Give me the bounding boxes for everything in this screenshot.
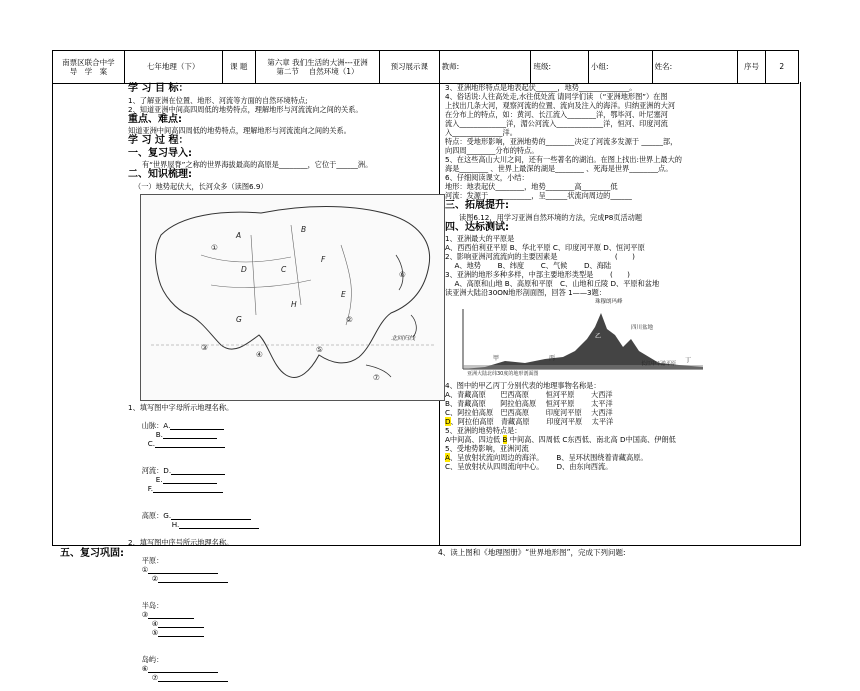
- test-3-options: A、高原和山地 B、高原和平原 C、山地和丘陵 D、平原和盆地: [445, 279, 660, 288]
- test-1-options: A、西西伯利亚平原 B、华北平原 C、印度河平原 D、恒河平原: [445, 243, 645, 252]
- right-line-12: 地形：地表起伏________，地势________高________低: [445, 182, 618, 191]
- blank-f[interactable]: [153, 484, 223, 493]
- right-line-7: 特点：受地形影响，亚洲地势的________决定了河流多发源于 ______部，: [445, 137, 678, 146]
- right-column: [445, 83, 751, 471]
- map-label-d: D: [241, 264, 247, 274]
- review-question: 有“世界屋脊”之称的世界海拔最高的高原是________，它位于______洲。: [142, 160, 373, 169]
- mountains-label: 山脉：A.: [141, 420, 171, 430]
- profile-label-ding: 丁: [685, 357, 692, 364]
- island-label: 岛屿：: [141, 654, 164, 664]
- goal-1: 1、了解亚洲在位置、地形、河流等方面的自然环境特点;: [128, 95, 308, 105]
- test-4-d-letter: D: [445, 417, 451, 426]
- map-label-5: ⑤: [316, 344, 323, 354]
- plateau-label: 高原：G.: [141, 510, 172, 520]
- expand-title: 三、拓展提升:: [445, 200, 509, 211]
- serial-label: 序号: [738, 51, 765, 84]
- right-line-9: 5、在这些高山大川之间，还有一些著名的湖泊。在图上找出:世界上最大的: [445, 155, 682, 164]
- guide-label: 导 学 案: [69, 67, 108, 76]
- class-cell: 班级:: [531, 51, 589, 84]
- name-cell: 姓名:: [652, 51, 738, 84]
- test-6-c: C、呈放射状从四周流向中心。 D、由东向西流。: [445, 462, 613, 471]
- right-line-10: 海是________ 、世界上最深的湖是________ 、死海是世界________点。: [445, 164, 673, 173]
- test-6: 5、受地势影响，亚洲河流: [445, 444, 529, 453]
- test-4-a: A、青藏高原 巴西高原 恒河平原 大西洋: [445, 390, 613, 399]
- right-line-8: 向四周________分布的特点。: [445, 146, 539, 155]
- mountains-row: [128, 412, 436, 457]
- process-title: 学 习 过 程：: [128, 135, 189, 146]
- profile-label-everest: 珠穆朗玛峰: [595, 299, 623, 305]
- plain-label: 平原：: [141, 555, 164, 565]
- question-2: 2、填写图中序号所示地理名称。: [128, 537, 234, 547]
- right-line-6: 入______________洋。: [445, 128, 517, 137]
- right-line-11: 6、仔细阅读课文，小结：: [445, 173, 529, 182]
- key-title: 重点、难点:: [128, 113, 182, 125]
- map-label-c: C: [281, 264, 287, 274]
- review-title: 一、复习导入:: [128, 147, 192, 159]
- map-label-2: ②: [346, 314, 353, 324]
- blank-6[interactable]: [148, 664, 218, 673]
- test-2: 2、影响亚洲河流流向的主要因素是 ( ): [445, 252, 635, 261]
- chapter-cell: [255, 51, 379, 84]
- left-column: [128, 83, 436, 691]
- test-6-a-row: [445, 453, 751, 462]
- profile-label-yangtze: 长江中下游平原: [641, 361, 677, 367]
- map-label-b: B: [301, 224, 307, 234]
- test-4-d-row: [445, 417, 751, 426]
- blank-b[interactable]: [163, 430, 217, 439]
- right-line-1: 3、亚洲地形特点是地表起伏______，地势______________。: [445, 83, 637, 92]
- grade-cell: 七年地理（下）: [124, 51, 222, 84]
- test-5-options: [445, 435, 751, 444]
- blank-7[interactable]: [158, 673, 228, 682]
- test-5-b-letter: B: [502, 435, 508, 444]
- right-line-4: 在分布上的特点，如：黄河、长江流入________洋，鄂毕河、叶尼塞河: [445, 110, 668, 119]
- stage-cell: 预习展示课: [380, 51, 440, 84]
- blank-5[interactable]: [158, 628, 204, 637]
- map-label-7: ⑦: [373, 372, 380, 382]
- test-5: 5、亚洲的地势特点是：: [445, 426, 522, 435]
- blank-d[interactable]: [171, 466, 225, 475]
- blank-4[interactable]: [158, 619, 204, 628]
- test-4-intro: 读亚洲大陆沿30ON地形剖面图，回答 1——3题：: [445, 288, 606, 297]
- teacher-cell: 教师:: [439, 51, 531, 84]
- island-7-label: ⑦: [151, 672, 159, 682]
- asia-map-svg: [141, 195, 444, 400]
- map-label-1: ①: [211, 242, 218, 252]
- plateau-h-label: H.: [171, 519, 180, 529]
- peninsula-4-label: ④: [151, 618, 159, 628]
- rivers-label: 河流：D.: [141, 465, 172, 475]
- header-table: [52, 50, 799, 84]
- blank-a[interactable]: [170, 421, 224, 430]
- peninsula-label: 半岛：: [141, 600, 164, 610]
- section-title: 第二节 自然环境（1）: [276, 67, 359, 76]
- plain-1-label: ①: [141, 564, 149, 574]
- key-text: 知道亚洲中间高四周低的地势特点，理解地形与河流流向之间的关系。: [128, 126, 351, 135]
- rivers-row: [128, 457, 436, 502]
- blank-e[interactable]: [163, 475, 217, 484]
- test-6-a-letter: A: [445, 453, 450, 462]
- map-label-4: ④: [256, 349, 263, 359]
- blank-1[interactable]: [148, 565, 218, 574]
- plain-row: [128, 547, 436, 592]
- map-label-6: ⑥: [399, 269, 406, 279]
- blank-h[interactable]: [179, 520, 259, 529]
- island-row: [128, 646, 436, 691]
- profile-label-yi: 乙: [595, 333, 602, 340]
- test-4-c: C、阿拉伯高原 巴西高原 印度河平原 大西洋: [445, 408, 613, 417]
- test-6-a: 、呈放射状流向周边的海洋。 B、呈环状围绕着青藏高原。: [449, 453, 648, 462]
- chapter-title: 第六章 我们生活的大洲---亚洲: [267, 57, 368, 67]
- map-label-a: A: [236, 230, 242, 240]
- test-5-b: 中间高、四周低 C东西低、南北高 D中国高、伊朗低: [507, 435, 676, 444]
- profile-label-bing: 丙: [549, 355, 556, 362]
- expand-text: 读图6.12，用学习亚洲自然环境的方法，完成P8页活动题: [459, 212, 643, 222]
- test-4-d: 、阿拉伯高原 青藏高原 印度河平原 太平洋: [450, 417, 614, 426]
- goal-2: 2、知道亚洲中间高四周低的地势特点，理解地形与河流流向之间的关系。: [128, 104, 363, 114]
- terrain-profile: [445, 299, 707, 379]
- blank-2[interactable]: [158, 574, 228, 583]
- knowledge-title: 二、知识梳理:: [128, 169, 192, 180]
- map-label-h: H: [291, 299, 297, 309]
- test-4-b: B、青藏高原 阿拉伯高原 恒河平原 太平洋: [445, 399, 613, 408]
- asia-outline-map: [140, 194, 445, 401]
- school-name: 南票区联合中学: [62, 57, 115, 67]
- mountain-c-label: C.: [147, 438, 156, 448]
- profile-label-sichuan: 四川盆地: [631, 325, 654, 331]
- test-title: 四、达标测试:: [445, 221, 509, 233]
- topic-label: 课 题: [222, 51, 255, 84]
- river-f-label: F.: [147, 483, 153, 493]
- right-line-5: 流入_____________洋，湄公河流入_____________洋，恒河、印度河流: [445, 119, 668, 128]
- test-5-a: A中间高、四边低: [445, 435, 501, 444]
- mountain-b-label: B.: [155, 429, 163, 439]
- profile-label-jia: 甲: [493, 355, 500, 362]
- test-4: 4、图中的甲乙丙丁分别代表的地理事物名称是：: [445, 381, 601, 390]
- peninsula-row: [128, 592, 436, 646]
- question-1: 1、填写图中字母所示地理名称。: [128, 402, 234, 412]
- blank-g[interactable]: [171, 511, 251, 520]
- river-e-label: E.: [155, 474, 163, 484]
- map-label-e: E: [341, 289, 346, 299]
- test-3: 3、亚洲的地形多种多样，中部主要地形类型是 ( ): [445, 270, 630, 279]
- goals-title: 学 习 目 标：: [128, 83, 189, 94]
- test-1: 1、亚洲最大的平原是: [445, 234, 515, 243]
- right-line-3: 上找出几条大河，观察河流的位置、流向及注入的海洋。归纳亚洲的大河: [445, 101, 676, 110]
- profile-caption: 亚洲大陆北纬30度的地形剖面图: [467, 371, 539, 377]
- right-line-2: 4、俗话说:人往高处走,水往低处流 请同学们读 （“亚洲地形图”）在图: [445, 92, 668, 101]
- peninsula-5-label: ⑤: [151, 627, 159, 637]
- review-consolidate-title: 五、复习巩固:: [60, 548, 124, 559]
- map-label-tropic: 北回归线: [391, 334, 416, 342]
- subsection-1: （一）地势起伏大，长河众多（读图6.9）: [134, 181, 268, 191]
- serial-number: 2: [765, 51, 798, 84]
- right-line-13: 河流：发源于____________，呈______状流向周边的______: [445, 191, 632, 200]
- map-label-f: F: [321, 254, 326, 264]
- footer-question: 4、读上图和《地理图册》“世界地形图”，完成下列问题:: [438, 548, 626, 557]
- group-cell: 小组:: [588, 51, 652, 84]
- map-label-g: G: [236, 314, 242, 324]
- map-label-3: ③: [201, 342, 208, 352]
- blank-3[interactable]: [148, 610, 194, 619]
- plateau-row: [128, 502, 436, 538]
- peninsula-3-label: ③: [141, 609, 149, 619]
- school-cell: [53, 51, 125, 84]
- blank-c[interactable]: [155, 439, 225, 448]
- test-2-options: A、地势 B、纬度 C、气候 D、海陆: [445, 261, 612, 270]
- island-6-label: ⑥: [141, 663, 149, 673]
- plain-2-label: ②: [151, 573, 159, 583]
